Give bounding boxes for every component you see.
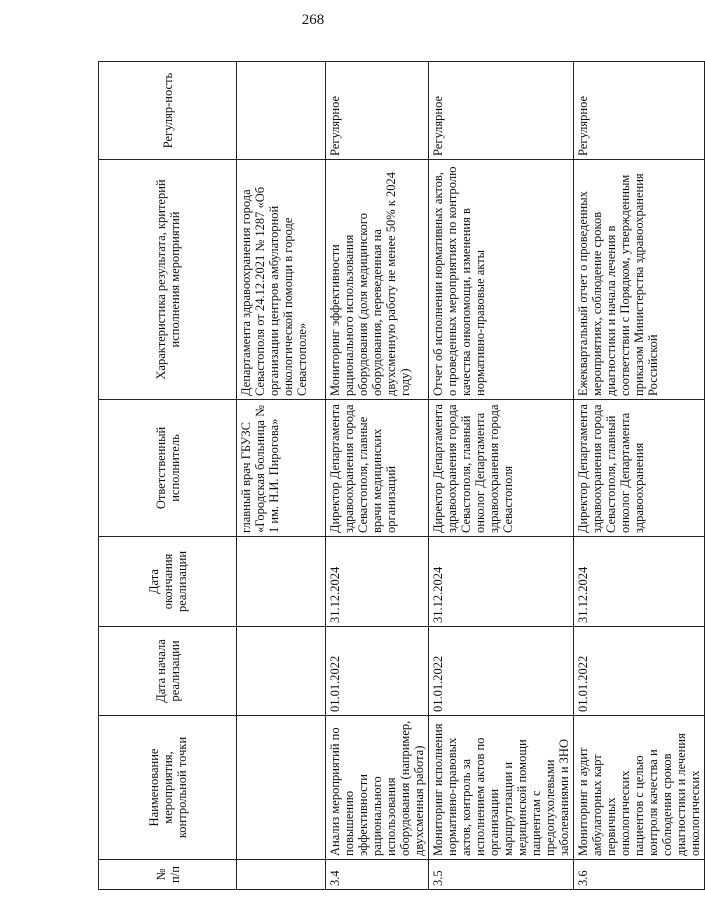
table-row xyxy=(326,62,429,890)
cell-result: Департамента здравоохранения города Севастополя от 24.12.2021 № 1287 «Об организации центров амбулаторной онкологической помощи в городе Севастополе» xyxy=(237,160,326,400)
table-row xyxy=(237,62,326,890)
header-name: Наименование мероприятия, контрольной точки xyxy=(99,716,237,860)
header-end: Дата окончания реализации xyxy=(99,537,237,627)
cell-end: 31.12.2024 xyxy=(429,537,574,627)
cell-result: Отчет об исполнении нормативных актов, о проведенных мероприятиях по контролю качества онкопомощи, изменения в нормативно-правовые акты xyxy=(429,160,574,400)
cell-num: 3.5 xyxy=(429,860,574,890)
cell-start: 01.01.2022 xyxy=(326,627,429,716)
header-result: Характеристика результата, критерий исполнения мероприятий xyxy=(99,160,237,400)
header-responsible: Ответственный исполнитель xyxy=(99,400,237,537)
header-start: Дата начала реализации xyxy=(99,627,237,716)
table-row xyxy=(429,62,574,890)
header-regularity: Регуляр-ность xyxy=(99,62,237,160)
cell-name: Анализ мероприятий по повышению эффективности рационального использования оборудования (например, двухсменная работа) xyxy=(326,716,429,860)
cell-end: 31.12.2024 xyxy=(326,537,429,627)
cell-num xyxy=(237,860,326,890)
cell-regularity: Регулярное xyxy=(429,62,574,160)
cell-num: 3.4 xyxy=(326,860,429,890)
cell-responsible: главный врач ГБУЗС «Городская больница № 1 им. Н.И. Пирогова» xyxy=(237,400,326,537)
table-row xyxy=(574,62,705,890)
cell-name: Мониторинг и аудит амбулаторных карт первичных онкологических пациентов с целью контроля качества и соблюдения сроков диагностики и лечения онкологических xyxy=(574,716,705,860)
action-plan-table xyxy=(98,61,705,890)
page-number: 268 xyxy=(301,12,325,28)
header-num: № п/п xyxy=(99,860,237,890)
cell-start: 01.01.2022 xyxy=(429,627,574,716)
cell-start: 01.01.2022 xyxy=(574,627,705,716)
cell-start xyxy=(237,627,326,716)
cell-end: 31.12.2024 xyxy=(574,537,705,627)
cell-regularity xyxy=(237,62,326,160)
rotated-table-container xyxy=(98,62,702,890)
cell-result: Мониторинг эффективности рационального использования оборудования (доля медицинского оборудования, переведенная на двухсменную работу не менее 50% к 2024 году) xyxy=(326,160,429,400)
cell-regularity: Регулярное xyxy=(326,62,429,160)
cell-name xyxy=(237,716,326,860)
table-header-row xyxy=(99,62,237,890)
cell-responsible: Директор Департамента здравоохранения города Севастополя, главный онколог Департамента здравоохранения города Севастополя xyxy=(429,400,574,537)
cell-num: 3.6 xyxy=(574,860,705,890)
cell-responsible: Директор Департамента здравоохранения города Севастополя, главный онколог Департамента здравоохранения xyxy=(574,400,705,537)
cell-regularity: Регулярное xyxy=(574,62,705,160)
cell-result: Ежеквартальный отчет о проведенных мероприятиях, соблюдение сроков диагностики и начала лечения в соответствии с Порядком, утвержденным приказом Министерства здравоохранения Российской xyxy=(574,160,705,400)
cell-name: Мониторинг исполнения нормативно-правовых актов, контроль за исполнением актов по организации маршрутизации и медицинской помощи пациентам с предопухолевыми заболеваниями и ЗНО xyxy=(429,716,574,860)
cell-end xyxy=(237,537,326,627)
cell-responsible: Директор Департамента здравоохранения города Севастополя, главные врачи медицинских организаций xyxy=(326,400,429,537)
